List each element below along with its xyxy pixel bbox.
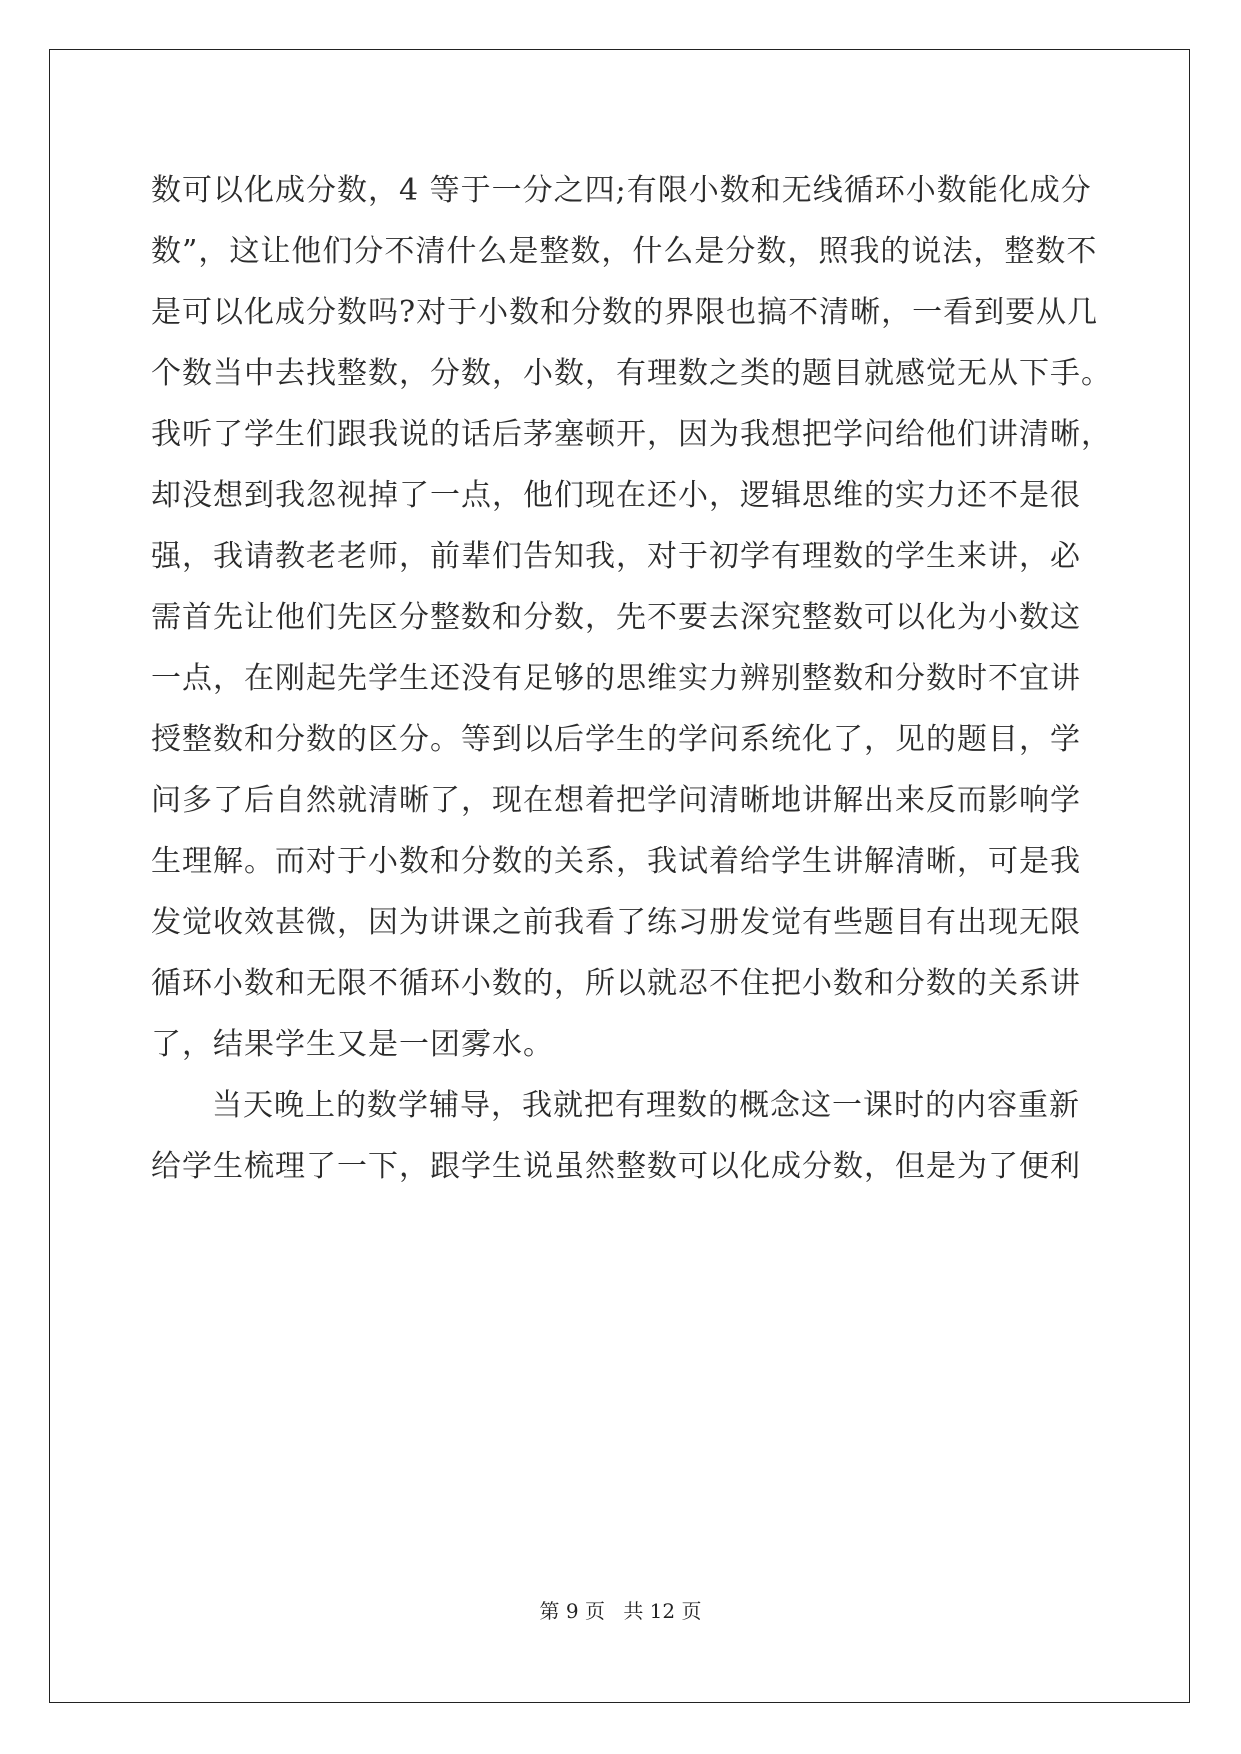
text-line: 问多了后自然就清晰了，现在想着把学问清晰地讲解出来反而影响学 bbox=[151, 783, 1081, 818]
page-footer bbox=[0, 1595, 1241, 1624]
text-line: 是可以化成分数吗?对于小数和分数的界限也搞不清晰，一看到要从几 bbox=[151, 295, 1099, 330]
text-line: 循环小数和无限不循环小数的，所以就忍不住把小数和分数的关系讲 bbox=[151, 966, 1081, 1001]
text-line: 数可以化成分数，4 等于一分之四;有限小数和无线循环小数能化成分 bbox=[151, 173, 1092, 208]
text-line: 授整数和分数的区分。等到以后学生的学问系统化了，见的题目，学 bbox=[151, 722, 1081, 757]
text-line: 一点，在刚起先学生还没有足够的思维实力辨别整数和分数时不宜讲 bbox=[151, 661, 1081, 696]
text-line: 需首先让他们先区分整数和分数，先不要去深究整数可以化为小数这 bbox=[151, 600, 1081, 635]
text-line: 了，结果学生又是一团雾水。 bbox=[151, 1027, 554, 1062]
page-number: 第 9 页 bbox=[539, 1599, 605, 1623]
paragraph-start-line: 当天晚上的数学辅导，我就把有理数的概念这一课时的内容重新 bbox=[212, 1088, 1080, 1123]
document-body bbox=[151, 160, 1112, 1197]
page-total: 共 12 页 bbox=[623, 1599, 702, 1623]
text-line: 数”，这让他们分不清什么是整数，什么是分数，照我的说法，整数不 bbox=[151, 234, 1098, 269]
text-line: 生理解。而对于小数和分数的关系，我试着给学生讲解清晰，可是我 bbox=[151, 844, 1081, 879]
text-line: 给学生梳理了一下，跟学生说虽然整数可以化成分数，但是为了便利 bbox=[151, 1149, 1081, 1184]
text-line: 却没想到我忽视掉了一点，他们现在还小，逻辑思维的实力还不是很 bbox=[151, 478, 1081, 513]
text-line: 我听了学生们跟我说的话后茅塞顿开，因为我想把学问给他们讲清晰， bbox=[151, 417, 1112, 452]
text-line: 发觉收效甚微，因为讲课之前我看了练习册发觉有些题目有出现无限 bbox=[151, 905, 1081, 940]
text-line: 强，我请教老老师，前辈们告知我，对于初学有理数的学生来讲，必 bbox=[151, 539, 1081, 574]
text-line: 个数当中去找整数，分数，小数，有理数之类的题目就感觉无从下手。 bbox=[151, 356, 1112, 391]
